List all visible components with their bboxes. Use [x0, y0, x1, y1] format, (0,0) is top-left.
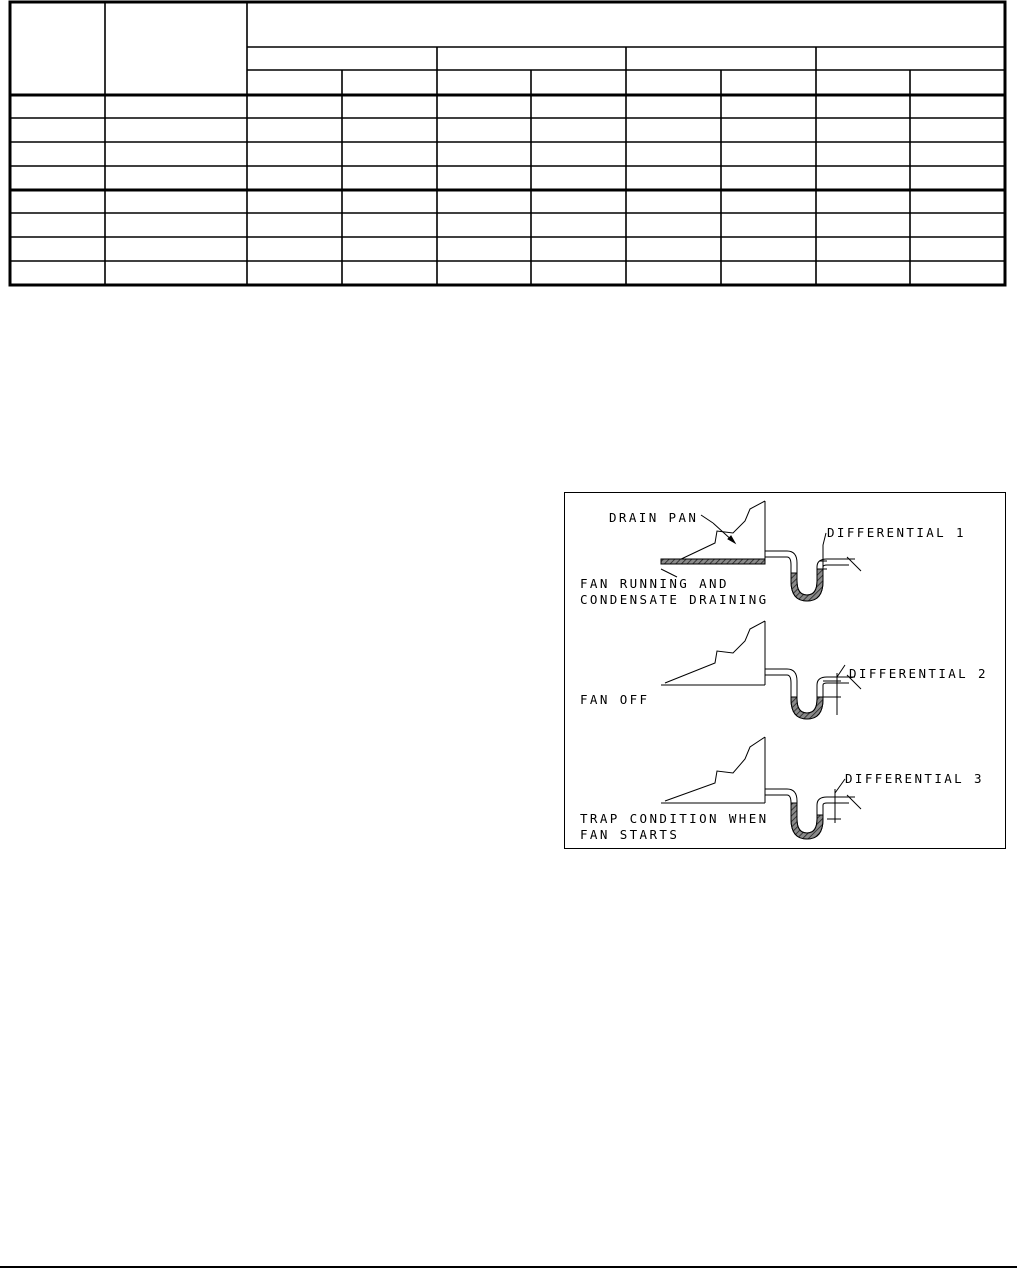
label-differential-1: DIFFERENTIAL 1 — [827, 525, 966, 540]
data-table — [0, 0, 1017, 300]
label-fan-running: FAN RUNNING AND — [580, 576, 729, 591]
label-drain-pan: DRAIN PAN — [609, 510, 699, 525]
panel-fan-off — [661, 621, 861, 719]
label-trap-condition: TRAP CONDITION WHEN — [580, 811, 769, 826]
footer-rule — [0, 1266, 1017, 1268]
condensate-trap-diagram — [564, 492, 1006, 849]
label-fan-starts: FAN STARTS — [580, 827, 680, 842]
label-differential-3: DIFFERENTIAL 3 — [845, 771, 984, 786]
label-differential-2: DIFFERENTIAL 2 — [849, 666, 988, 681]
label-fan-off: FAN OFF — [580, 692, 650, 707]
label-condensate-draining: CONDENSATE DRAINING — [580, 592, 769, 607]
table-border — [10, 2, 1005, 285]
